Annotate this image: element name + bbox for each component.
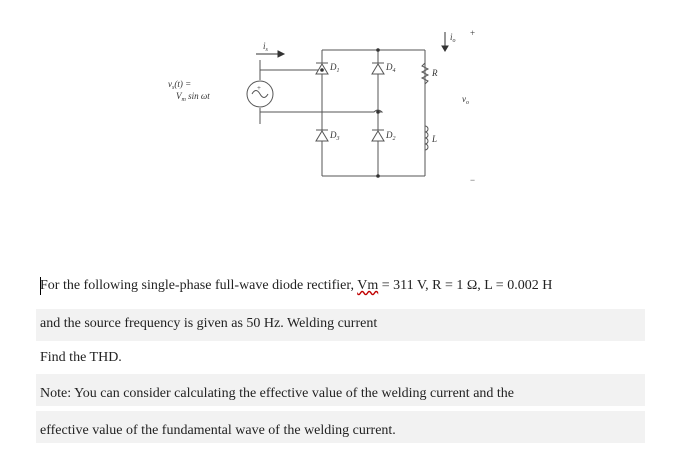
vo-label: $v_o$ bbox=[462, 94, 469, 106]
is-label: $i_s$ bbox=[263, 41, 268, 53]
problem-line-3: Find the THD. bbox=[40, 350, 122, 365]
source-plus: + bbox=[257, 84, 261, 92]
source-label-line2: $V_m$ sin ωt bbox=[176, 91, 210, 103]
minus-sign: − bbox=[470, 175, 476, 185]
diode-d3 bbox=[316, 131, 328, 141]
problem-line-1: For the following single-phase full-wave diode rectifier, Vm = 311 V, R = 1 Ω, L = 0.002 H bbox=[40, 278, 553, 293]
d3-label: $D_3$ bbox=[330, 130, 340, 142]
vm-spellcheck: Vm bbox=[357, 278, 379, 293]
source-wire-top bbox=[260, 60, 302, 70]
l-label: L bbox=[432, 134, 438, 144]
io-label: $i_o$ bbox=[450, 32, 456, 44]
plus-sign: + bbox=[470, 28, 476, 38]
problem-line-2: and the source frequency is given as 50 Hz. Welding current bbox=[40, 316, 378, 331]
source-wire-bottom bbox=[260, 112, 322, 124]
source-label-line1: $v_s(t)$ = bbox=[168, 79, 192, 91]
problem-line-5: effective value of the fundamental wave of the welding current. bbox=[40, 423, 396, 438]
diode-d4 bbox=[372, 64, 384, 74]
problem-line-4: Note: You can consider calculating the effective value of the welding current and the bbox=[40, 386, 515, 401]
d1-label: $D_1$ bbox=[330, 62, 340, 74]
rectifier-circuit-diagram bbox=[160, 18, 500, 193]
d4-label: $D_4$ bbox=[386, 62, 396, 74]
d2-label: $D_2$ bbox=[386, 130, 396, 142]
r-label: R bbox=[432, 68, 438, 78]
diode-d2 bbox=[372, 131, 384, 141]
